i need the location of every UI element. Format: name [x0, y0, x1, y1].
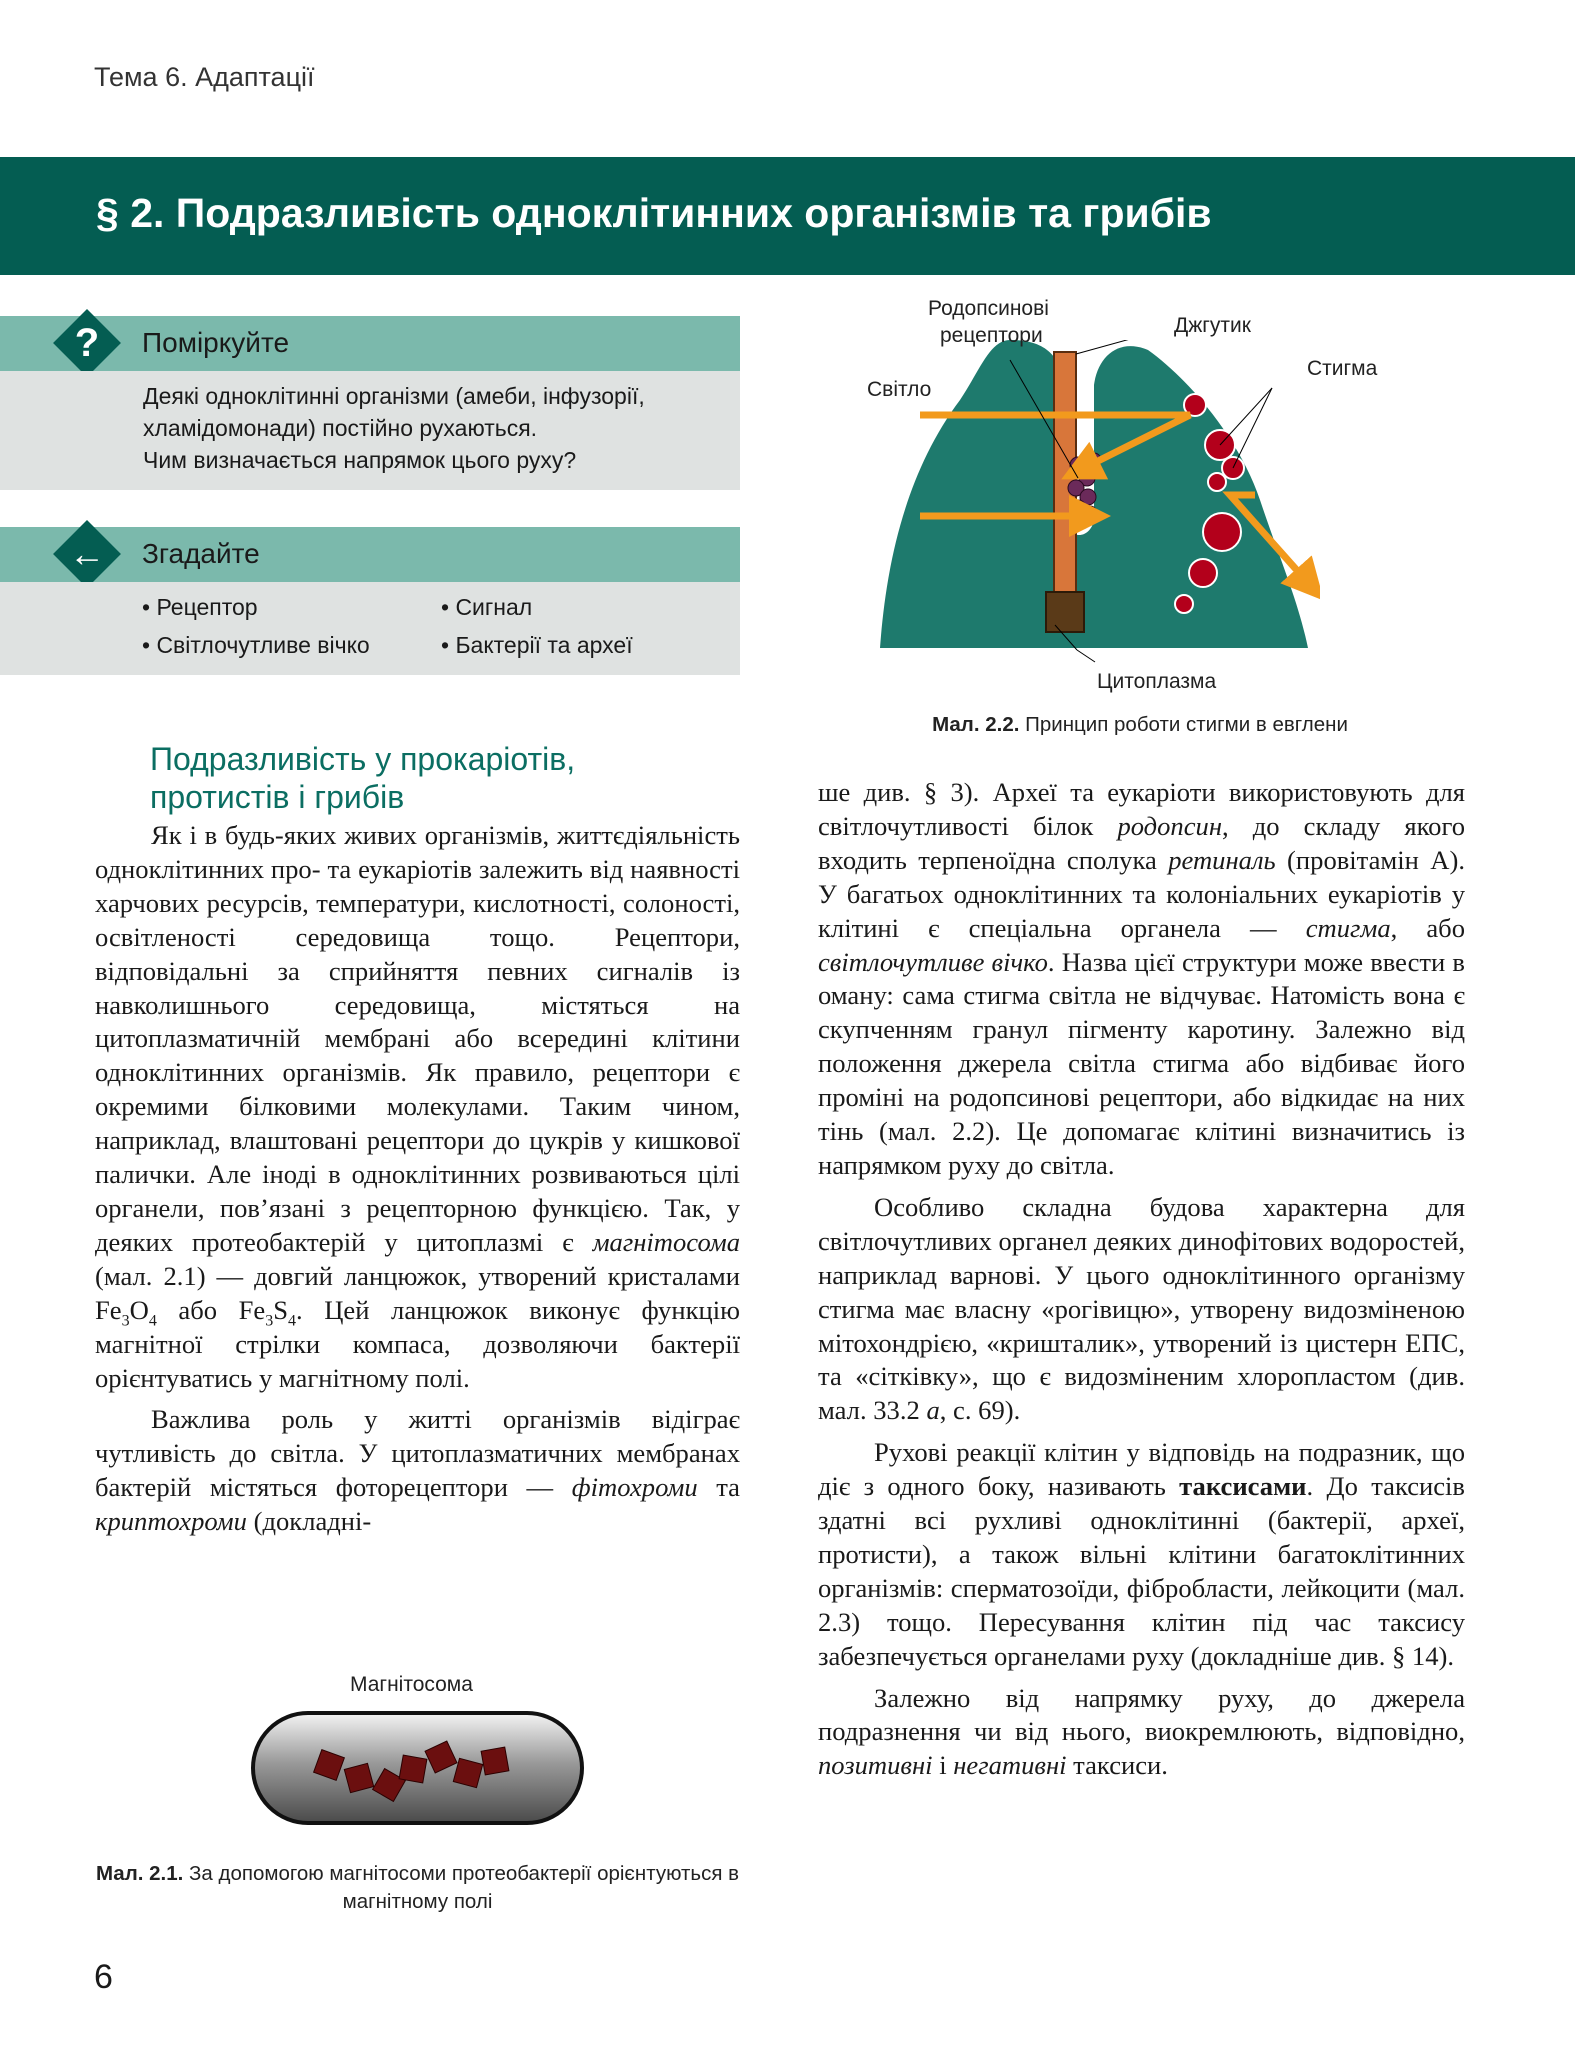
- subsection-heading-line: Подразливість у прокаріотів,: [150, 741, 576, 777]
- paragraph: Особливо складна будова характерна для світлочутливих органел деяких динофітових водоростей, наприклад варнові. У цього одноклітинного організму стигма має власну «рогівицю», утворену видозміненою мітохондрією, «кришталик», утворений із цистерн ЕПС, та «сітківку», що є видозміненим хлоропластом (див. мал. 33.2 а, с. 69).: [818, 1191, 1465, 1426]
- label-flagellum: Джгутик: [1174, 314, 1251, 337]
- recall-box-body: [0, 582, 740, 675]
- label-cytoplasm: Цитоплазма: [1097, 670, 1217, 693]
- label-light: Світло: [867, 378, 932, 401]
- label-stigma: Стигма: [1307, 357, 1378, 380]
- recall-box-title: Згадайте: [142, 538, 260, 569]
- think-box-text: [143, 380, 733, 476]
- paragraph: Рухові реакції клітин у відповідь на подразник, що діє з одного боку, називають таксисами. До таксисів здатні всі рухливі одноклітинні (бактерії, археї, протисти), а також вільні клітини багатоклітинних організмів: сперматозоїди, фібробласти, лейкоцити (мал. 2.3) тощо. Пересування клітин під час таксису забезпечується органелами руху (докладніше див. § 14).: [818, 1437, 1465, 1671]
- think-line: Чим визначається напрямок цього руху?: [143, 447, 577, 473]
- page-number: 6: [94, 1958, 113, 1996]
- question-icon: ?: [74, 321, 100, 365]
- label-magnetosome: Магнітосома: [350, 1673, 473, 1696]
- recall-item: • Світлочутливе вічко: [142, 632, 370, 658]
- magnetosome-diagram: [251, 1711, 584, 1825]
- think-box-title: Поміркуйте: [142, 327, 290, 358]
- recall-item: • Сигнал: [441, 594, 533, 620]
- figure-2-2-caption: Мал. 2.2. Принцип роботи стигми в евглени: [932, 713, 1348, 736]
- right-column-text: [818, 776, 1465, 1783]
- label-receptors: рецептори: [940, 324, 1043, 347]
- think-line: хламідомонади) постійно рухаються.: [143, 415, 538, 441]
- paragraph: Важлива роль у житті організмів відіграє чутливість до світла. У цитоплазматичних мембранах бактерій містяться фоторецептори — фітохроми та криптохроми (докладні-: [95, 1404, 740, 1537]
- paragraph: Залежно від напрямку руху, до джерела подразнення чи від нього, виокремлюють, відповідно, позитивні і негативні таксиси.: [818, 1682, 1465, 1781]
- recall-item: • Рецептор: [142, 594, 258, 620]
- basal-body: [1046, 592, 1084, 632]
- left-column-text: [95, 819, 740, 1539]
- label-receptors: Родопсинові: [928, 297, 1049, 320]
- paragraph: Як і в будь-яких живих організмів, життєдіяльність одноклітинних про- та еукаріотів залежить від наявності харчових ресурсів, температури, кислотності, солоності, освітленості середовища тощо. Рецептори, відповідальні за сприйняття певних сигналів із навколишнього середовища, містяться на цитоплазматичній мембрані або всередині клітини одноклітинних організмів. Як правило, рецептори є окремими білковими молекулами. Таким чином, наприклад, влаштовані рецептори до цукрів у кишкової палички. Але іноді в одноклітинних розвиваються цілі органели, пов’язані з рецепторною функцією. Так, у деяких протеобактерій у цитоплазмі є магнітосома (мал. 2.1) — довгий ланцюжок, утворений кристалами $Fe_3O_4$ або $Fe_3S_4$. Цей ланцюжок виконує функцію магнітної стрілки компаса, дозволяючи бактерії орієнтуватись у магнітному полі.: [95, 820, 740, 1393]
- think-line: Деякі одноклітинні організми (амеби, інфузорії,: [143, 383, 645, 409]
- subsection-heading-line: протистів і грибів: [150, 779, 405, 815]
- paragraph: ше див. § 3). Археї та еукаріоти використовують для світлочутливості білок родопсин, до складу якого входить терпеноїдна сполука ретиналь (провітамін А). У багатьох одноклітинних та колоніальних еукаріотів у клітині є спеціальна органела — стигма, або світлочутливе вічко. Назва цієї структури може ввести в оману: сама стигма світла не відчуває. Натомість вона є скупченням гранул пігменту каротину. Залежно від положення джерела світла стигма або відбиває його проміні на родопсинові рецептори, або відкидає на них тінь (мал. 2.2). Це допомагає клітині визначитись із напрямком руху до світла.: [818, 777, 1465, 1180]
- arrow-left-icon: ←: [69, 533, 105, 574]
- running-title: Тема 6. Адаптації: [94, 62, 315, 92]
- subsection-heading: [150, 740, 575, 816]
- flagellum: [1054, 352, 1076, 592]
- figure-2-1-caption: Мал. 2.1. За допомогою магнітосоми протеобактерії орієнтуються в магнітному полі: [95, 1862, 740, 1913]
- section-title: § 2. Подразливість одноклітинних організмів та грибів: [96, 190, 1212, 236]
- recall-item: • Бактерії та археї: [441, 632, 633, 658]
